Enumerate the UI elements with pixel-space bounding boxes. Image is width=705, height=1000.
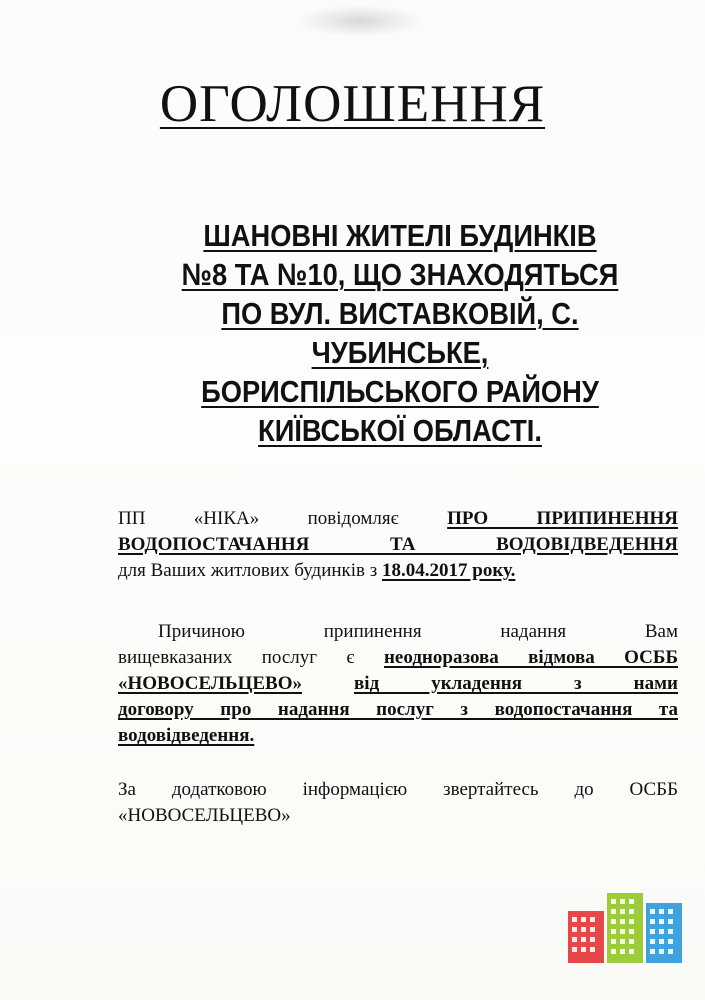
paragraph-line: [118, 645, 678, 671]
heading-line: ШАНОВНІ ЖИТЕЛІ БУДИНКІВ: [203, 218, 597, 253]
heading-line: №8 ТА №10, ЩО ЗНАХОДЯТЬСЯ: [181, 257, 619, 292]
notice-text: для Ваших житлових будинків з: [118, 560, 378, 581]
heading-line: БОРИСПІЛЬСЬКОГО РАЙОНУ: [201, 374, 599, 409]
paragraph-line: «НОВОСЕЛЬЦЕВО»: [118, 805, 291, 826]
blue-building: [646, 903, 682, 963]
paragraph-line: За додатковою інформацією звертайтесь до ОСББ: [118, 779, 678, 800]
notice-emphasis: ВОДОПОСТАЧАННЯ ТА ВОДОВІДВЕДЕННЯ: [118, 534, 678, 555]
paragraph-line: [118, 671, 678, 697]
reason-emphasis: «НОВОСЕЛЬЦЕВО»: [118, 673, 303, 694]
addressee-heading: [162, 216, 637, 450]
scan-smudge: [300, 6, 420, 36]
paragraph-line: [118, 697, 678, 723]
reason-paragraph: [118, 619, 678, 749]
paragraph-line: Причиною припинення надання Вам: [158, 621, 678, 642]
notice-intro: ПП «НІКА» повідомляє: [118, 508, 399, 529]
notice-paragraph: [118, 506, 678, 584]
heading-line: ЧУБИНСЬКЕ,: [311, 335, 489, 370]
buildings-logo-icon: [568, 893, 686, 963]
paragraph-line: [118, 558, 678, 584]
reason-text: вищевказаних послуг є: [118, 647, 355, 668]
announcement-title: [0, 74, 705, 134]
title-text: ОГОЛОШЕННЯ: [159, 75, 546, 133]
heading-line: ПО ВУЛ. ВИСТАВКОВІЙ, С.: [221, 296, 579, 331]
green-building: [607, 893, 643, 963]
notice-date: 18.04.2017 року.: [382, 560, 516, 581]
heading-line: КИЇВСЬКОЇ ОБЛАСТІ.: [258, 413, 542, 448]
contact-paragraph: [118, 777, 678, 829]
paragraph-line: [118, 506, 678, 532]
notice-emphasis: ПРО ПРИПИНЕННЯ: [447, 508, 678, 529]
reason-emphasis: неодноразова відмова ОСББ: [383, 647, 679, 668]
paragraph-line: [118, 723, 678, 749]
red-building: [568, 911, 604, 963]
reason-emphasis: водовідведення.: [118, 725, 255, 746]
paragraph-line: [118, 532, 678, 558]
reason-emphasis: договору про надання послуг з водопостачання та: [118, 699, 678, 720]
reason-emphasis: від укладення з нами: [354, 673, 679, 694]
